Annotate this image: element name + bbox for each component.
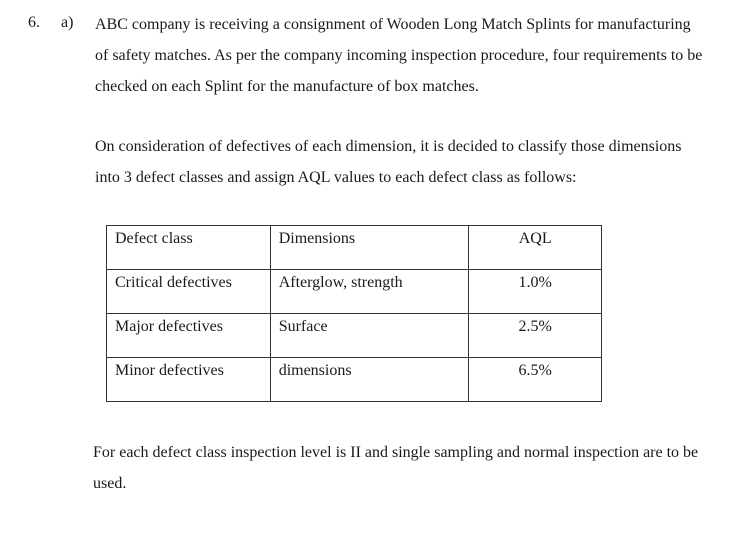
cell-aql: 1.0% [469,270,602,314]
cell-aql: 2.5% [469,314,602,358]
paragraph-defect-classes: On consideration of defectives of each dimension, it is decided to classify those dimensions into 3 defect classes and assign AQL values to each defect class as follows: [95,138,682,186]
table-row [107,314,602,358]
question-part-label: a) [61,14,74,31]
paragraph-consignment: ABC company is receiving a consignment of Wooden Long Match Splints for manufacturing of safety matches. As per the company incoming inspection procedure, four requirements to be checked on each Splint for the manufacture of box matches. [95,16,703,95]
aql-table [106,225,602,402]
header-dimensions: Dimensions [270,226,469,270]
cell-defect-class: Major defectives [107,314,271,358]
header-defect-class: Defect class [107,226,271,270]
paragraph-inspection-level: For each defect class inspection level is II and single sampling and normal inspection are to be used. [93,444,699,492]
question-number: 6. [28,14,40,31]
cell-defect-class: Minor defectives [107,358,271,402]
table-row [107,270,602,314]
cell-dimensions: Afterglow, strength [270,270,469,314]
cell-dimensions: Surface [270,314,469,358]
table-row [107,358,602,402]
table-header-row [107,226,602,270]
cell-aql: 6.5% [469,358,602,402]
cell-defect-class: Critical defectives [107,270,271,314]
cell-dimensions: dimensions [270,358,469,402]
header-aql: AQL [469,226,602,270]
